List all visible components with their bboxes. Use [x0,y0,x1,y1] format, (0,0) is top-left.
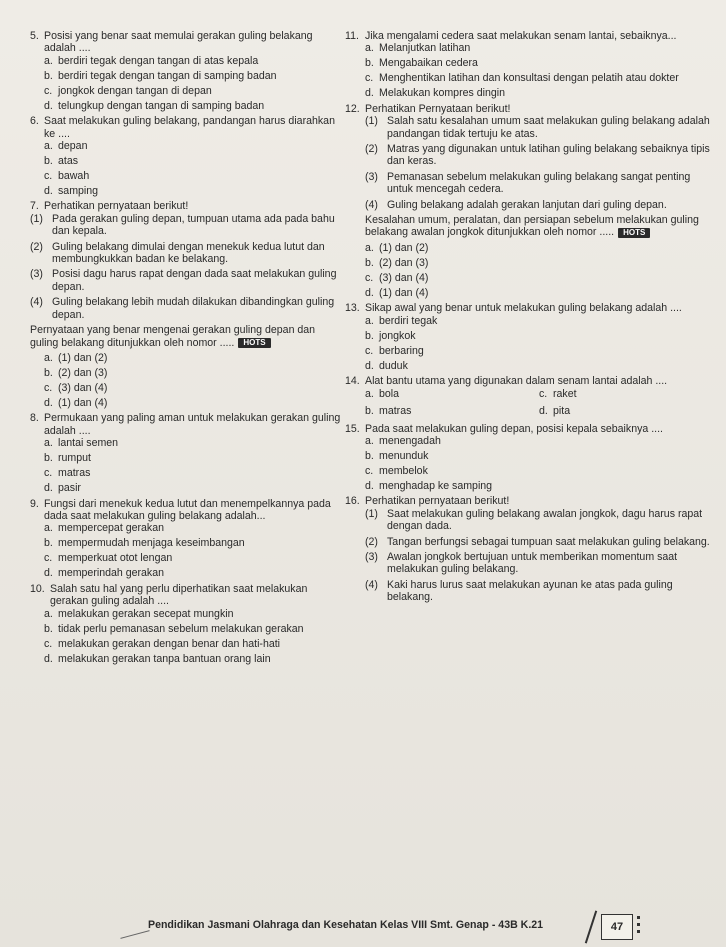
statement-text: Saat melakukan guling belakang awalan jongkok, dagu harus rapat dengan dada. [387,507,703,533]
hots-badge: HOTS [618,228,650,238]
option-letter: d. [539,404,548,417]
statement [365,551,713,576]
option-letter: d. [365,359,374,372]
statement [30,213,342,238]
question-text: Permukaan yang paling aman untuk melakukan gerakan guling adalah .... [44,412,341,437]
option-c[interactable] [365,345,713,357]
option-text: melakukan gerakan tanpa bantuan orang lain [58,652,271,665]
question-6 [30,115,342,197]
option-text: rumput [58,452,91,465]
option-b[interactable] [44,155,342,167]
statement-number: (2) [365,535,378,548]
option-c[interactable] [539,388,713,400]
prompt-text: Pernyataan yang benar mengenai gerakan guling depan dan guling belakang ditunjukkan oleh nomor ..... [30,324,316,349]
option-letter: c. [44,467,53,480]
decorative-slash [585,911,597,944]
right-column [345,30,713,607]
question-prompt [30,324,342,349]
question-prompt [365,214,713,239]
option-letter: b. [365,256,374,269]
option-text: atas [58,155,79,168]
question-text: Sikap awal yang benar untuk melakukan guling belakang adalah .... [365,302,682,315]
option-text: mempermudah menjaga keseimbangan [58,537,245,550]
option-a[interactable] [365,42,713,54]
option-letter: b. [44,155,53,168]
option-a[interactable] [44,522,342,534]
option-text: pasir [58,482,81,495]
statement-number: (1) [365,507,378,520]
statement [365,143,713,168]
option-letter: d. [44,567,53,580]
question-number: 7. [30,200,39,213]
statement-number: (4) [365,578,378,591]
statement [365,536,713,548]
option-text: memperkuat otot lengan [58,552,173,565]
statement-number: (1) [365,115,378,128]
option-letter: c. [365,271,374,284]
statement-text: Tangan berfungsi sebagai tumpuan saat melakukan guling belakang. [387,535,710,548]
statement-number: (2) [365,143,378,156]
option-b[interactable] [44,452,342,464]
question-number: 15. [345,422,360,435]
question-number: 14. [345,375,360,388]
option-letter: d. [365,286,374,299]
question-number: 5. [30,30,39,42]
option-text: duduk [379,359,408,372]
option-b[interactable] [365,450,713,462]
option-letter: c. [44,381,53,394]
question-number: 10. [30,582,45,595]
option-text: jongkok [379,329,416,342]
statement-text: Guling belakang lebih mudah dilakukan dibandingkan guling depan. [52,296,335,321]
option-letter: b. [365,57,374,70]
option-letter: b. [365,449,374,462]
question-text: Salah satu hal yang perlu diperhatikan saat melakukan gerakan guling adalah .... [50,582,308,608]
question-5 [30,30,342,112]
statement [365,508,713,533]
question-text: Perhatikan Pernyataan berikut! [365,102,511,115]
option-text: tidak perlu pemanasan sebelum melakukan gerakan [58,622,304,635]
option-text: Mengabaikan cedera [379,57,478,70]
page-footer [0,904,726,947]
option-a[interactable] [365,315,713,327]
statement-text: Pada gerakan guling depan, tumpuan utama ada pada bahu dan kepala. [52,212,335,238]
statement-text: Guling belakang adalah gerakan lanjutan dari guling depan. [387,198,667,211]
statement-text: Awalan jongkok bertujuan untuk memberikan momentum saat melakukan guling belakang. [387,550,678,576]
statement-text: Salah satu kesalahan umum saat melakukan guling belakang adalah pandangan tidak tertuju ke atas. [387,115,710,140]
option-text: (1) dan (4) [58,396,108,409]
option-d[interactable] [44,567,342,579]
option-b[interactable] [365,330,713,342]
option-b[interactable] [44,367,342,379]
option-a[interactable] [44,437,342,449]
question-9 [30,498,342,580]
option-text: menunduk [379,449,429,462]
option-letter: d. [44,396,53,409]
question-text: Jika mengalami cedera saat melakukan senam lantai, sebaiknya... [365,30,677,42]
statement-number: (3) [365,550,378,563]
option-text: (1) dan (4) [379,286,429,299]
option-text: bola [379,387,400,400]
option-letter: a. [44,351,53,364]
option-text: Melanjutkan latihan [379,42,471,55]
statement [365,199,713,211]
statement-number: (4) [30,296,43,309]
option-text: melakukan gerakan secepat mungkin [58,607,234,620]
statement [365,115,713,140]
option-letter: a. [44,437,53,450]
question-text: Alat bantu utama yang digunakan dalam senam lantai adalah .... [365,375,668,388]
option-letter: b. [44,366,53,379]
option-letter: c. [44,552,53,565]
statement-text: Kaki harus lurus saat melakukan ayunan ke atas pada guling belakang. [387,578,673,604]
option-d[interactable] [44,653,342,665]
question-text: Saat melakukan guling belakang, pandangan harus diarahkan ke .... [44,115,335,140]
option-text: (3) dan (4) [379,271,429,284]
option-d[interactable] [365,360,713,372]
statement [365,579,713,604]
statement-number: (3) [30,268,43,281]
option-b[interactable] [44,70,342,82]
statement [30,296,342,321]
option-letter: a. [365,241,374,254]
option-b[interactable] [44,537,342,549]
option-text: membelok [379,464,428,477]
statement-number: (4) [365,198,378,211]
left-column [30,30,342,668]
option-letter: c. [365,344,374,357]
statement-text: Guling belakang dimulai dengan menekuk kedua lutut dan membungkukkan badan ke belakang. [52,240,325,266]
option-text: samping [58,185,99,198]
statement-text: Matras yang digunakan untuk latihan guling belakang sebaiknya tipis dan keras. [387,143,710,168]
option-a[interactable] [365,388,539,400]
option-c[interactable] [44,552,342,564]
option-c[interactable] [44,382,342,394]
option-d[interactable] [539,405,713,417]
option-c[interactable] [44,467,342,479]
question-text: Pada saat melakukan guling depan, posisi kepala sebaiknya .... [365,422,663,435]
option-c[interactable] [365,72,713,84]
option-text: (2) dan (3) [379,256,429,269]
question-10 [30,583,342,665]
question-text: Perhatikan pernyataan berikut! [44,200,189,213]
option-letter: b. [44,69,53,82]
option-d[interactable] [365,287,713,299]
option-text: pita [553,404,571,417]
option-c[interactable] [44,85,342,97]
option-a[interactable] [365,242,713,254]
option-letter: d. [44,185,53,198]
option-letter: b. [44,622,53,635]
question-number: 13. [345,302,360,315]
statement [30,268,342,293]
option-c[interactable] [44,170,342,182]
option-text: raket [553,387,577,400]
option-d[interactable] [365,480,713,492]
question-number: 9. [30,497,39,510]
option-letter: a. [365,434,374,447]
statement [30,241,342,266]
option-letter: c. [44,84,53,97]
option-text: (1) dan (2) [58,351,108,364]
question-16 [345,495,713,603]
option-letter: d. [44,482,53,495]
option-text: bawah [58,170,90,183]
option-text: mempercepat gerakan [58,522,164,535]
page-number: 47 [601,914,633,940]
option-text: telungkup dengan tangan di samping badan [58,99,265,112]
option-b[interactable] [365,57,713,69]
option-text: memperindah gerakan [58,567,164,580]
option-letter: b. [365,329,374,342]
option-text: Melakukan kompres dingin [379,87,506,100]
question-number: 16. [345,495,360,508]
question-number: 8. [30,412,39,425]
option-d[interactable] [44,482,342,494]
question-14 [345,375,713,419]
statement-number: (3) [365,170,378,183]
option-letter: a. [44,140,53,153]
option-c[interactable] [365,272,713,284]
option-text: jongkok dengan tangan di depan [58,84,212,97]
option-text: lantai semen [58,437,119,450]
option-d[interactable] [44,100,342,112]
question-8 [30,412,342,494]
option-text: berdiri tegak dengan tangan di atas kepala [58,54,259,67]
option-d[interactable] [365,87,713,99]
question-text: Fungsi dari menekuk kedua lutut dan menempelkannya pada dada saat melakukan guling belakang adalah... [44,497,331,522]
question-7 [30,200,342,409]
option-b[interactable] [44,623,342,635]
option-letter: b. [44,452,53,465]
option-text: berdiri tegak dengan tangan di samping badan [58,69,277,82]
question-number: 12. [345,102,360,115]
option-d[interactable] [44,185,342,197]
option-letter: c. [539,387,548,400]
option-letter: a. [365,387,374,400]
option-text: berdiri tegak [379,314,438,327]
option-letter: d. [365,479,374,492]
option-letter: b. [365,404,374,417]
option-a[interactable] [44,55,342,67]
option-letter: a. [365,42,374,55]
hots-badge: HOTS [238,338,270,348]
option-text: matras [379,404,412,417]
option-letter: b. [44,537,53,550]
question-number: 6. [30,115,39,128]
option-letter: c. [44,170,53,183]
option-b[interactable] [365,257,713,269]
option-c[interactable] [365,465,713,477]
option-text: depan [58,140,88,153]
option-d[interactable] [44,397,342,409]
option-letter: a. [44,522,53,535]
option-c[interactable] [44,638,342,650]
option-a[interactable] [44,140,342,152]
question-12 [345,103,713,299]
footer-title: Pendidikan Jasmani Olahraga dan Kesehatan Kelas VIII Smt. Genap - 43B K.21 [148,919,544,931]
statement-number: (2) [30,240,43,253]
question-text: Posisi yang benar saat memulai gerakan guling belakang adalah .... [44,30,313,55]
question-15 [345,423,713,493]
statement-text: Posisi dagu harus rapat dengan dada saat melakukan guling depan. [52,268,337,293]
option-letter: d. [44,652,53,665]
option-text: matras [58,467,91,480]
option-letter: a. [44,607,53,620]
statement-text: Pemanasan sebelum melakukan guling belakang sangat penting untuk mencegah cedera. [387,170,691,196]
option-letter: a. [365,314,374,327]
question-11 [345,30,713,100]
statement [365,171,713,196]
option-letter: d. [44,99,53,112]
option-a[interactable] [44,608,342,620]
statement-number: (1) [30,212,43,225]
question-13 [345,302,713,372]
decorative-line [120,930,149,939]
option-text: (2) dan (3) [58,366,108,379]
option-letter: d. [365,87,374,100]
option-a[interactable] [44,352,342,364]
question-number: 11. [345,30,359,42]
option-text: (1) dan (2) [379,241,429,254]
question-text: Perhatikan pernyataan berikut! [365,495,510,508]
option-b[interactable] [365,405,539,417]
option-letter: c. [44,637,53,650]
option-text: berbaring [379,344,424,357]
decorative-dots [637,916,640,937]
option-text: menghadap ke samping [379,479,493,492]
option-a[interactable] [365,435,713,447]
option-letter: c. [365,464,374,477]
option-text: melakukan gerakan dengan benar dan hati-hati [58,637,281,650]
option-letter: c. [365,72,374,85]
prompt-text: Kesalahan umum, peralatan, dan persiapan sebelum melakukan guling belakang awalan jongkok ditunjukkan oleh nomor ..... [365,214,699,239]
option-letter: a. [44,54,53,67]
option-text: Menghentikan latihan dan konsultasi dengan pelatih atau dokter [379,72,679,85]
option-text: menengadah [379,434,441,447]
option-text: (3) dan (4) [58,381,108,394]
